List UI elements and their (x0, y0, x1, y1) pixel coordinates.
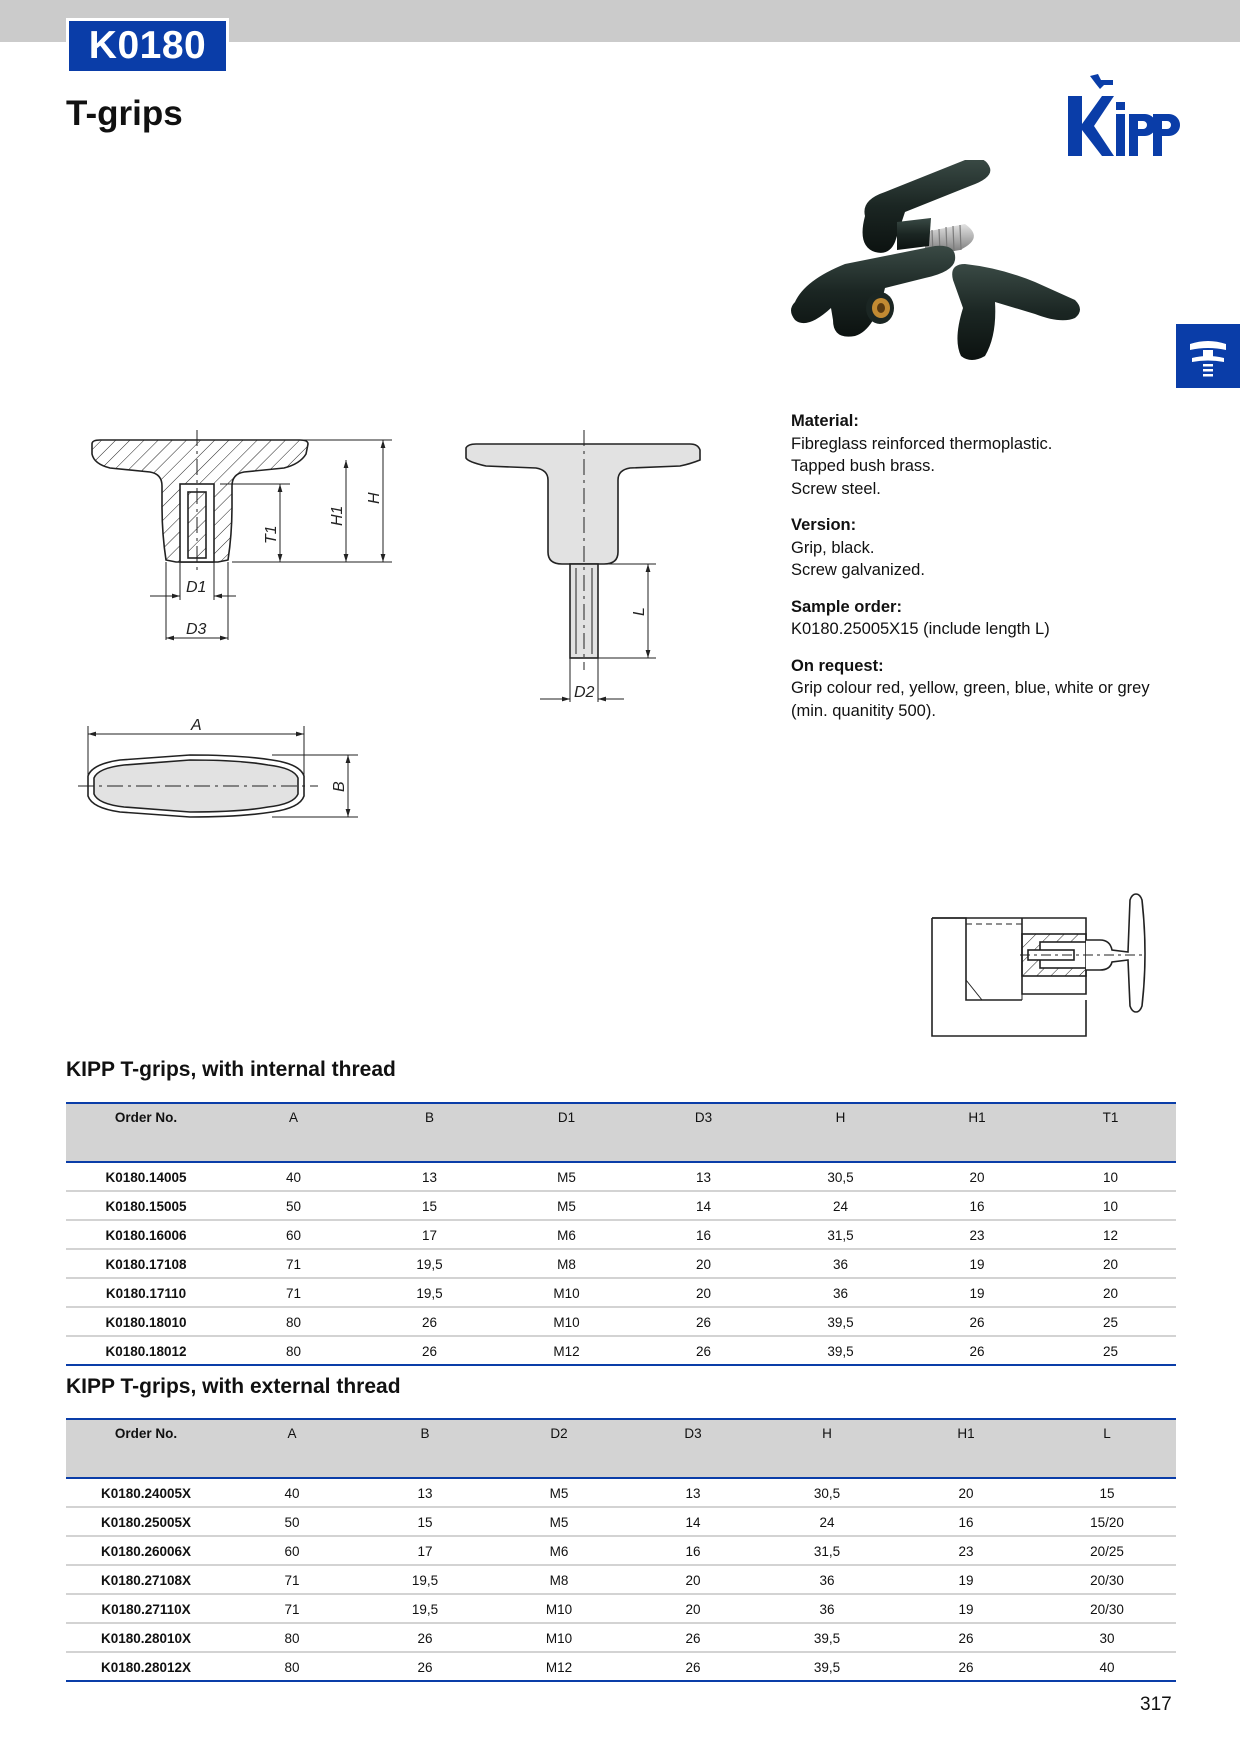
table-cell: M5 (498, 1162, 635, 1191)
table-cell: M10 (492, 1623, 626, 1652)
material-heading: Material: (791, 412, 859, 430)
order-no-cell: K0180.26006X (66, 1536, 226, 1565)
table-header-row (66, 1103, 1176, 1162)
material-line: Fibreglass reinforced thermoplastic. (791, 434, 1053, 453)
table-cell: 17 (358, 1536, 492, 1565)
dim-label-d1: D1 (186, 579, 207, 596)
table-cell: 15 (1038, 1478, 1176, 1507)
table-cell: 15/20 (1038, 1507, 1176, 1536)
table-cell: 19 (909, 1249, 1045, 1278)
internal-thread-table (66, 1102, 1176, 1366)
table-cell: 80 (226, 1307, 361, 1336)
table-cell: 71 (226, 1249, 361, 1278)
table-cell: 16 (635, 1220, 772, 1249)
table-cell: 30,5 (760, 1478, 894, 1507)
table-cell: 39,5 (772, 1307, 909, 1336)
table-cell: 71 (226, 1594, 358, 1623)
table-cell: 20/25 (1038, 1536, 1176, 1565)
table-cell: M10 (498, 1278, 635, 1307)
table-cell: 26 (909, 1336, 1045, 1365)
table-cell: 20 (635, 1278, 772, 1307)
table-cell: 19 (894, 1565, 1038, 1594)
table-cell: M12 (498, 1336, 635, 1365)
dim-label-d3: D3 (186, 621, 207, 638)
table-cell: 30 (1038, 1623, 1176, 1652)
table-cell: 13 (635, 1162, 772, 1191)
table-row (66, 1478, 1176, 1507)
table-cell: 26 (894, 1652, 1038, 1681)
order-no-cell: K0180.17108 (66, 1249, 226, 1278)
table-cell: 26 (635, 1336, 772, 1365)
dim-label-l: L (631, 607, 648, 616)
table-cell: M8 (492, 1565, 626, 1594)
table-cell: 26 (358, 1623, 492, 1652)
col-header: H1 (909, 1103, 1045, 1162)
table-row (66, 1336, 1176, 1365)
table-cell: 26 (358, 1652, 492, 1681)
table-cell: 60 (226, 1536, 358, 1565)
table-cell: 20 (1045, 1249, 1176, 1278)
page-title: T-grips (66, 94, 183, 133)
table-cell: 40 (226, 1162, 361, 1191)
table-cell: 23 (909, 1220, 1045, 1249)
table-cell: 19,5 (358, 1565, 492, 1594)
col-header: B (358, 1419, 492, 1478)
table-cell: 36 (760, 1565, 894, 1594)
table-cell: 12 (1045, 1220, 1176, 1249)
table-cell: 17 (361, 1220, 498, 1249)
order-no-cell: K0180.25005X (66, 1507, 226, 1536)
external-thread-table-title: KIPP T-grips, with external thread (66, 1375, 401, 1398)
table-cell: M6 (492, 1536, 626, 1565)
page-number: 317 (1140, 1694, 1172, 1715)
table-row (66, 1652, 1176, 1681)
table-cell: 39,5 (760, 1623, 894, 1652)
order-no-cell: K0180.28012X (66, 1652, 226, 1681)
col-header: D1 (498, 1103, 635, 1162)
product-code: K0180 (69, 21, 226, 71)
table-cell: 71 (226, 1278, 361, 1307)
t-grip-icon (1176, 324, 1240, 388)
table-cell: 50 (226, 1191, 361, 1220)
table-cell: M12 (492, 1652, 626, 1681)
col-header: H (772, 1103, 909, 1162)
sample-order-heading: Sample order: (791, 597, 902, 616)
table-cell: 16 (626, 1536, 760, 1565)
col-header: H (760, 1419, 894, 1478)
col-header: T1 (1045, 1103, 1176, 1162)
table-cell: 26 (361, 1307, 498, 1336)
order-no-cell: K0180.27108X (66, 1565, 226, 1594)
col-header: A (226, 1419, 358, 1478)
table-cell: 16 (894, 1507, 1038, 1536)
table-cell: 13 (358, 1478, 492, 1507)
on-request-block (791, 655, 1181, 723)
table-cell: 26 (909, 1307, 1045, 1336)
table-cell: 19,5 (361, 1278, 498, 1307)
table-cell: 39,5 (760, 1652, 894, 1681)
table-cell: 20 (1045, 1278, 1176, 1307)
table-cell: 36 (772, 1249, 909, 1278)
table-cell: 30,5 (772, 1162, 909, 1191)
version-line: Grip, black. (791, 538, 875, 557)
order-no-cell: K0180.27110X (66, 1594, 226, 1623)
col-header: L (1038, 1419, 1176, 1478)
order-no-cell: K0180.18010 (66, 1307, 226, 1336)
col-header-order-no: Order No. (66, 1103, 226, 1162)
table-cell: 23 (894, 1536, 1038, 1565)
table-cell: 19 (909, 1278, 1045, 1307)
external-thread-table (66, 1418, 1176, 1682)
table-cell: 14 (635, 1191, 772, 1220)
category-tab[interactable] (1176, 324, 1240, 388)
table-row (66, 1162, 1176, 1191)
table-row (66, 1191, 1176, 1220)
table-cell: 31,5 (760, 1536, 894, 1565)
table-cell: 36 (760, 1594, 894, 1623)
table-row (66, 1594, 1176, 1623)
table-cell: 31,5 (772, 1220, 909, 1249)
table-cell: 71 (226, 1565, 358, 1594)
table-cell: 20 (894, 1478, 1038, 1507)
table-cell: 80 (226, 1623, 358, 1652)
dim-label-h1: H1 (329, 505, 346, 526)
table-cell: 19,5 (361, 1249, 498, 1278)
table-row (66, 1507, 1176, 1536)
table-cell: M6 (498, 1220, 635, 1249)
order-no-cell: K0180.24005X (66, 1478, 226, 1507)
kipp-logo (1068, 74, 1180, 158)
table-cell: 15 (361, 1191, 498, 1220)
table-cell: 26 (635, 1307, 772, 1336)
table-cell: 26 (626, 1652, 760, 1681)
table-cell: M5 (498, 1191, 635, 1220)
dim-label-d2: D2 (574, 684, 595, 701)
table-cell: 20 (626, 1565, 760, 1594)
order-no-cell: K0180.17110 (66, 1278, 226, 1307)
material-line: Tapped bush brass. (791, 457, 936, 475)
table-cell: 36 (772, 1278, 909, 1307)
table-cell: 39,5 (772, 1336, 909, 1365)
table-cell: M10 (492, 1594, 626, 1623)
version-block (791, 514, 1181, 582)
order-no-cell: K0180.16006 (66, 1220, 226, 1249)
table-cell: 19 (894, 1594, 1038, 1623)
col-header: H1 (894, 1419, 1038, 1478)
table-cell: 16 (909, 1191, 1045, 1220)
table-cell: 20/30 (1038, 1594, 1176, 1623)
version-heading: Version: (791, 516, 857, 534)
table-cell: 40 (226, 1478, 358, 1507)
table-row (66, 1278, 1176, 1307)
sample-order-block (791, 596, 1181, 641)
col-header: B (361, 1103, 498, 1162)
table-cell: M5 (492, 1478, 626, 1507)
table-cell: 13 (361, 1162, 498, 1191)
table-cell: 24 (760, 1507, 894, 1536)
table-cell: 13 (626, 1478, 760, 1507)
table-header-row (66, 1419, 1176, 1478)
product-code-badge (66, 18, 229, 74)
order-no-cell: K0180.28010X (66, 1623, 226, 1652)
table-row (66, 1565, 1176, 1594)
dim-label-t1: T1 (263, 525, 280, 544)
table-cell: 15 (358, 1507, 492, 1536)
table-row (66, 1623, 1176, 1652)
version-line: Screw galvanized. (791, 561, 925, 579)
material-block (791, 410, 1181, 500)
dim-label-h: H (366, 492, 383, 504)
sample-order-text: K0180.25005X15 (include length L) (791, 620, 1050, 638)
on-request-text: Grip colour red, yellow, green, blue, white or grey (min. quanitity 500). (791, 679, 1150, 720)
table-cell: 26 (361, 1336, 498, 1365)
col-header: D2 (492, 1419, 626, 1478)
col-header: D3 (626, 1419, 760, 1478)
dim-label-b: B (331, 781, 348, 792)
table-cell: 25 (1045, 1336, 1176, 1365)
dim-label-a: A (191, 717, 202, 734)
table-cell: 24 (772, 1191, 909, 1220)
table-cell: 50 (226, 1507, 358, 1536)
table-row (66, 1307, 1176, 1336)
col-header: A (226, 1103, 361, 1162)
table-cell: M8 (498, 1249, 635, 1278)
table-cell: 60 (226, 1220, 361, 1249)
table-cell: 80 (226, 1652, 358, 1681)
table-cell: M5 (492, 1507, 626, 1536)
table-row (66, 1220, 1176, 1249)
table-cell: 20 (909, 1162, 1045, 1191)
table-cell: M10 (498, 1307, 635, 1336)
order-no-cell: K0180.15005 (66, 1191, 226, 1220)
col-header: D3 (635, 1103, 772, 1162)
material-line: Screw steel. (791, 479, 881, 498)
product-info (791, 410, 1181, 736)
table-cell: 10 (1045, 1162, 1176, 1191)
internal-thread-table-title: KIPP T-grips, with internal thread (66, 1058, 396, 1081)
table-cell: 14 (626, 1507, 760, 1536)
table-cell: 20 (635, 1249, 772, 1278)
table-cell: 40 (1038, 1652, 1176, 1681)
table-cell: 10 (1045, 1191, 1176, 1220)
table-cell: 26 (894, 1623, 1038, 1652)
table-cell: 20 (626, 1594, 760, 1623)
col-header-order-no: Order No. (66, 1419, 226, 1478)
order-no-cell: K0180.18012 (66, 1336, 226, 1365)
table-cell: 80 (226, 1336, 361, 1365)
table-cell: 20/30 (1038, 1565, 1176, 1594)
table-row (66, 1536, 1176, 1565)
order-no-cell: K0180.14005 (66, 1162, 226, 1191)
product-photo (785, 160, 1085, 400)
table-cell: 19,5 (358, 1594, 492, 1623)
on-request-heading: On request: (791, 656, 884, 675)
table-row (66, 1249, 1176, 1278)
table-cell: 26 (626, 1623, 760, 1652)
table-cell: 25 (1045, 1307, 1176, 1336)
